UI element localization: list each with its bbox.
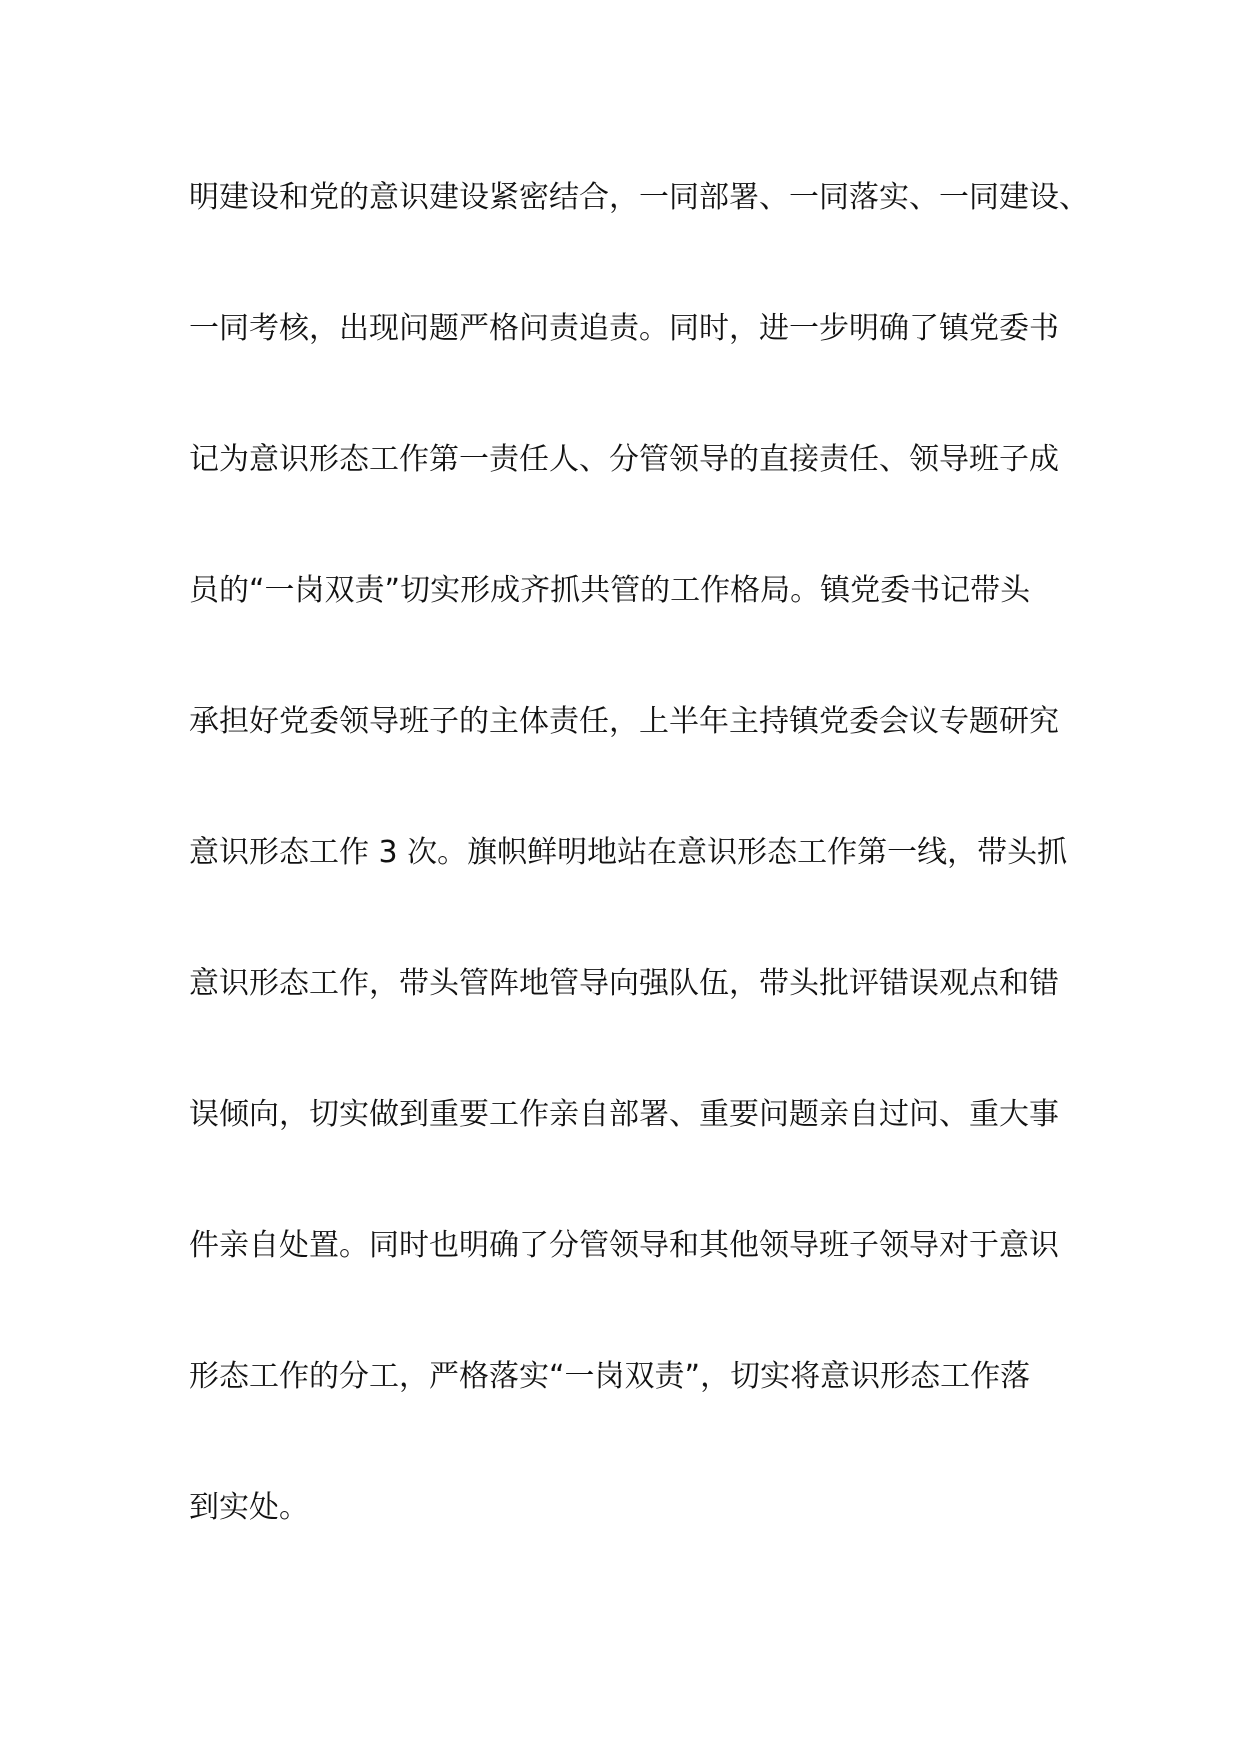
paragraph-line: 件亲自处置。同时也明确了分管领导和其他领导班子领导对于意识 — [189, 1228, 1059, 1263]
paragraph-line: 到实处。 — [189, 1490, 309, 1525]
paragraph-line: 明建设和党的意识建设紧密结合，一同部署、一同落实、一同建设、 — [189, 180, 1089, 215]
paragraph-line: 误倾向，切实做到重要工作亲自部署、重要问题亲自过问、重大事 — [189, 1097, 1059, 1132]
paragraph-line: 意识形态工作 3 次。旗帜鲜明地站在意识形态工作第一线，带头抓 — [189, 835, 1068, 870]
paragraph-line: 承担好党委领导班子的主体责任，上半年主持镇党委会议专题研究 — [189, 704, 1059, 739]
body-paragraph — [189, 168, 1089, 1609]
paragraph-line: 员的“一岗双责”切实形成齐抓共管的工作格局。镇党委书记带头 — [189, 573, 1031, 608]
paragraph-line: 意识形态工作，带头管阵地管导向强队伍，带头批评错误观点和错 — [189, 966, 1059, 1001]
paragraph-line: 记为意识形态工作第一责任人、分管领导的直接责任、领导班子成 — [189, 442, 1059, 477]
paragraph-line: 一同考核，出现问题严格问责追责。同时，进一步明确了镇党委书 — [189, 311, 1059, 346]
paragraph-line: 形态工作的分工，严格落实“一岗双责”，切实将意识形态工作落 — [189, 1359, 1031, 1394]
